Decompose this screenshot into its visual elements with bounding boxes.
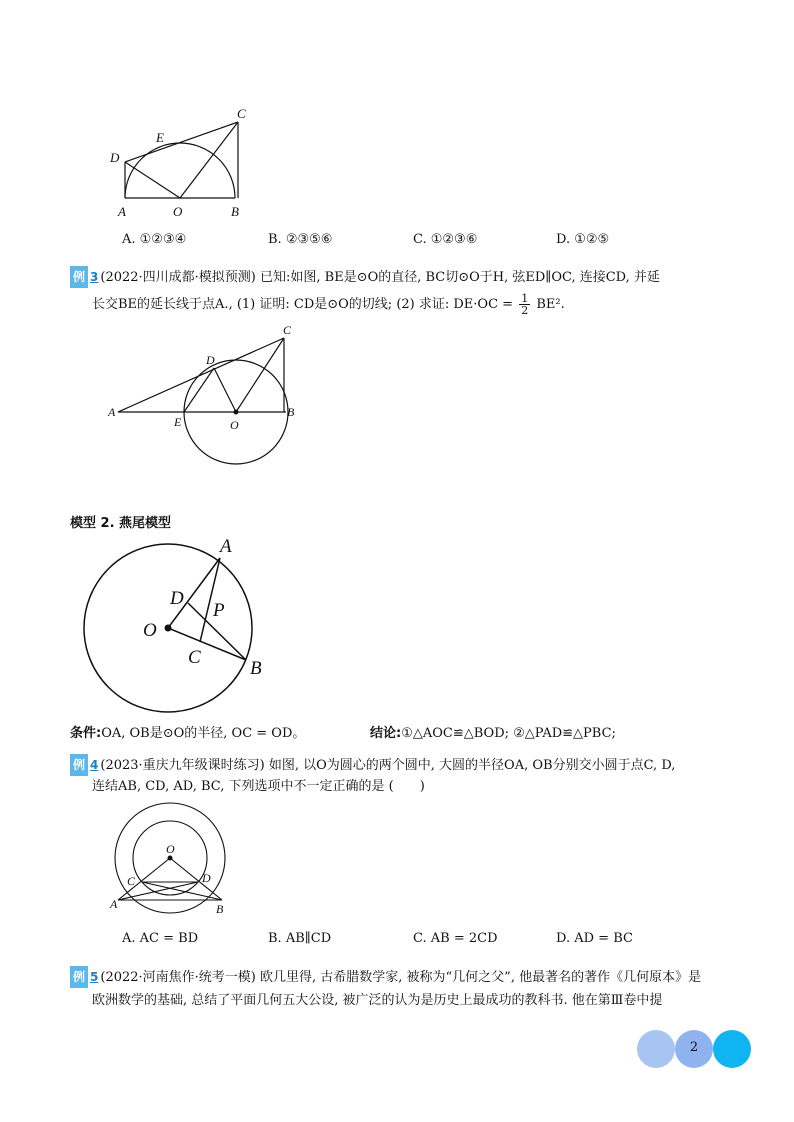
figure-example-3 <box>100 320 320 470</box>
conclusion-line <box>370 722 616 741</box>
ex3-label-B: B <box>287 405 295 419</box>
ex3-label-E: E <box>174 415 182 429</box>
example-3-text-2b: BE². <box>536 297 565 312</box>
example-3-line-1 <box>70 266 660 289</box>
example-4-text-1: (2023·重庆九年级课时练习) 如图, 以O为圆心的两个圆中, 大圆的半径OA, OB分别交小圆于点C, D, <box>100 758 676 773</box>
ex3-label-D: D <box>206 353 215 367</box>
model-2-title: 模型 2. 燕尾模型 <box>70 516 172 531</box>
page-number: 2 <box>689 1040 699 1055</box>
option-a: A. ①②③④ <box>122 232 187 247</box>
figure-example-4-concentric <box>100 800 240 918</box>
example-5-line-2 <box>92 990 662 1012</box>
ex4-label-O: O <box>166 842 175 856</box>
example-tag: 例 <box>70 966 88 988</box>
fraction-one-half: $\frac{1}{2}$ <box>521 292 529 317</box>
ex4-label-B: B <box>216 902 224 916</box>
fig1-label-O: O <box>173 204 183 219</box>
condition-label: 条件: <box>70 726 102 741</box>
ex4-label-A: A <box>110 897 118 911</box>
example-tag: 例 <box>70 754 88 776</box>
condition-line <box>70 722 305 741</box>
example-5-text-2: 欧洲数学的基础, 总结了平面几何五大公设, 被广泛的认为是历史上最成功的教科书. 他在第Ⅲ卷中提 <box>92 993 663 1008</box>
example-tag: 例 <box>70 266 88 288</box>
ex4-label-C: C <box>127 874 136 888</box>
example-5-text-1: (2022·河南焦作·统考一模) 欧几里得, 古希腊数学家, 被称为“几何之父”, 他最著名的著作《几何原本》是 <box>100 970 702 985</box>
fig1-label-C: C <box>237 106 246 121</box>
model-label-A: A <box>220 536 232 557</box>
ex4-label-D: D <box>202 871 211 885</box>
example-4-line-1 <box>70 754 675 777</box>
conclusion-label: 结论: <box>370 726 402 741</box>
option-d: D. AD = BC <box>556 931 633 946</box>
ex3-label-A: A <box>108 405 116 419</box>
option-c: C. ①②③⑥ <box>413 232 478 247</box>
example-number: 4 <box>90 758 99 772</box>
option-b: B. AB∥CD <box>268 931 332 946</box>
example-number: 5 <box>90 970 99 984</box>
conclusion-text: ①△AOC≌△BOD; ②△PAD≌△PBC; <box>401 726 616 741</box>
page-badge-circle-right <box>713 1030 751 1068</box>
ex3-label-O: O <box>230 418 239 432</box>
figure-1-semicircle-trapezoid <box>100 100 260 225</box>
fig1-label-A: A <box>118 204 126 219</box>
fig1-label-D: D <box>110 150 120 165</box>
example-3-text-2a: 长交BE的延长线于点A., (1) 证明: CD是⊙O的切线; (2) 求证: DE·OC = <box>92 297 514 312</box>
options-row-4 <box>0 931 794 951</box>
example-4-line-2 <box>92 776 425 798</box>
page-badge-circle-left <box>637 1030 675 1068</box>
condition-text: OA, OB是⊙O的半径, OC = OD。 <box>101 726 306 741</box>
example-3-line-2 <box>92 293 565 316</box>
example-number: 3 <box>90 270 99 284</box>
example-3-text-1: (2022·四川成都·模拟预测) 已知:如图, BE是⊙O的直径, BC切⊙O于H, 弦ED∥OC, 连接CD, 并延 <box>100 270 660 285</box>
option-b: B. ②③⑤⑥ <box>268 232 333 247</box>
ex3-label-C: C <box>283 323 292 337</box>
options-row-1 <box>0 232 794 252</box>
model-label-P: P <box>213 600 225 621</box>
model-label-O: O <box>143 620 157 641</box>
model-label-C: C <box>188 647 201 668</box>
fig1-label-B: B <box>231 204 239 219</box>
fig1-label-E: E <box>156 130 164 145</box>
example-5-line-1 <box>70 966 701 989</box>
model-label-B: B <box>250 658 262 679</box>
model-label-D: D <box>170 588 184 609</box>
example-4-text-2: 连结AB, CD, AD, BC, 下列选项中不一定正确的是 ( ) <box>92 779 425 794</box>
option-c: C. AB = 2CD <box>413 931 498 946</box>
figure-swallowtail-model <box>70 530 280 720</box>
option-a: A. AC = BD <box>122 931 199 946</box>
option-d: D. ①②⑤ <box>556 232 610 247</box>
